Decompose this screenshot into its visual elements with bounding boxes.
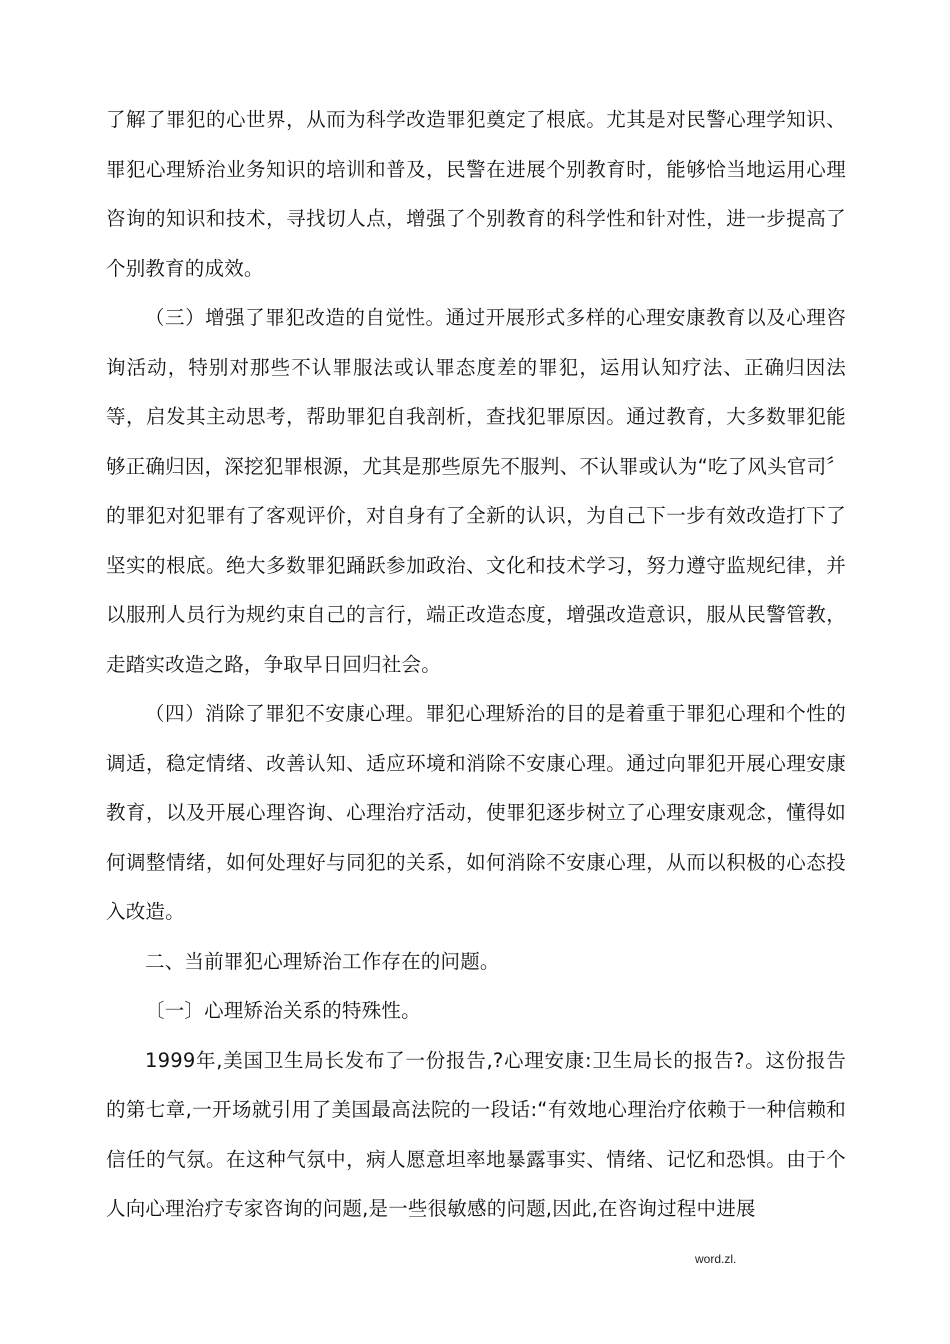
paragraph-1999-report: 1999年,美国卫生局长发布了一份报告,?心理安康:卫生局长的报告?。这份报告的第七章,一开场就引用了美国最高法院的一段话:“有效地心理治疗依赖于一种信赖和信任的气氛。在这种气氛中，病人愿意坦率地暴露事实、情绪、记忆和恐惧。由于个人向心理治疗专家咨询的问题,是一些很敏感的问题,因此,在咨询过程中进展 [106, 1048, 846, 1220]
heading-current-problems: 二、当前罪犯心理矫治工作存在的问题。 [145, 949, 500, 973]
paragraph-section-four: （四）消除了罪犯不安康心理。罪犯心理矫治的目的是着重于罪犯心理和个性的调适，稳定情绪、改善认知、适应环境和消除不安康心理。通过向罪犯开展心理安康教育，以及开展心理咨询、心理治疗活动，使罪犯逐步树立了心理安康观念，懂得如何调整情绪，如何处理好与同犯的关系，如何消除不安康心理，从而以积极的心态投入改造。 [106, 702, 846, 923]
subheading-special-relationship: 〔一〕心理矫治关系的特殊性。 [145, 999, 421, 1022]
paragraph-section-three: （三）增强了罪犯改造的自觉性。通过开展形式多样的心理安康教育以及心理咨询活动，特别对那些不认罪服法或认罪态度差的罪犯，运用认知疗法、正确归因法等，启发其主动思考，帮助罪犯自我剖析，查找犯罪原因。通过教育，大多数罪犯能够正确归因，深挖犯罪根源，尤其是那些原先不服判、不认罪或认为“吃了风头官司〞的罪犯对犯罪有了客观评价，对自身有了全新的认识，为自己下一步有效改造打下了坚实的根底。绝大多数罪犯踊跃参加政治、文化和技术学习，努力遵守监规纪律，并以服刑人员行为规约束自己的言行，端正改造态度，增强改造意识，服从民警管教，走踏实改造之路，争取早日回归社会。 [106, 306, 846, 676]
document-body [106, 95, 846, 1234]
paragraph-continuation: 了解了罪犯的心世界，从而为科学改造罪犯奠定了根底。尤其是对民警心理学知识、罪犯心理矫治业务知识的培训和普及，民警在进展个别教育时，能够恰当地运用心理咨询的知识和技术，寻找切人点，增强了个别教育的科学性和针对性，进一步提高了个别教育的成效。 [106, 108, 846, 280]
page-footer: word.zl. [695, 1252, 737, 1266]
